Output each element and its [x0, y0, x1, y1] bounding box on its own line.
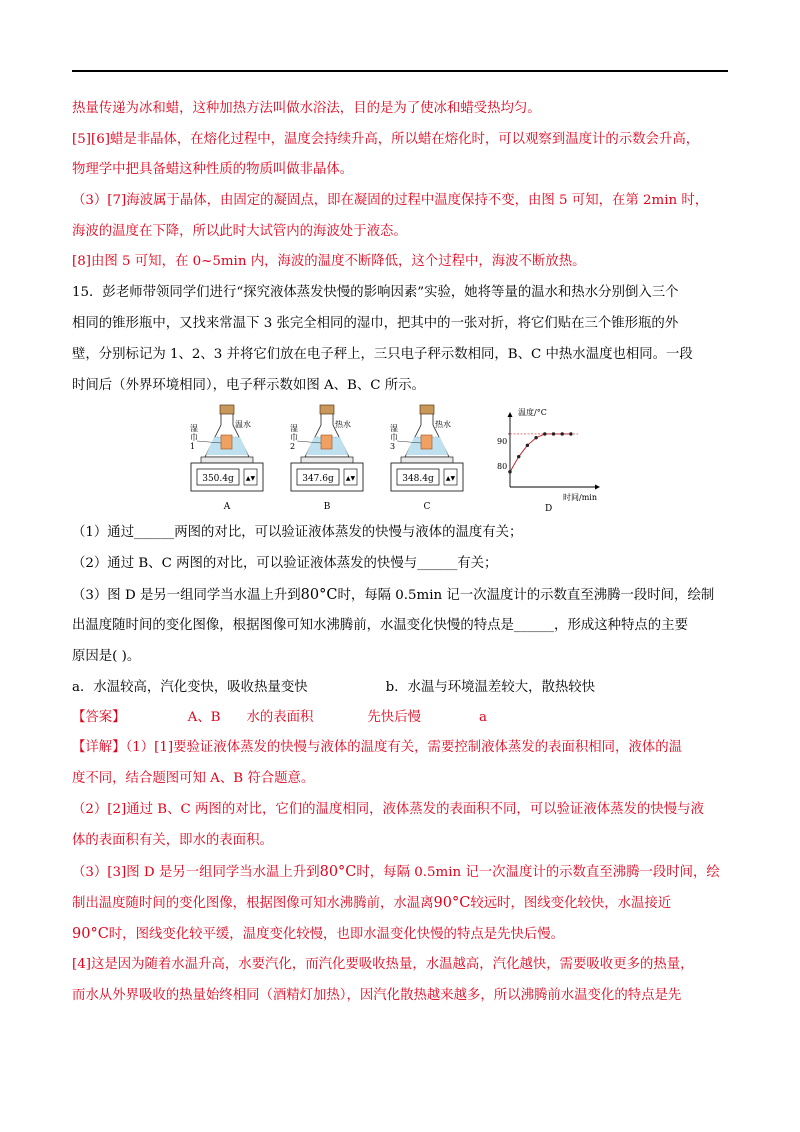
arrow-icons: ▲▼ [245, 475, 256, 482]
scale-reading: 350.4g [202, 474, 234, 484]
question-15-line: 相同的锥形瓶中，又找来常温下 3 张完全相同的湿巾，把其中的一张对折，将它们贴在三个锥形瓶的外 [72, 316, 679, 331]
text-line: 海波的温度在下降，所以此时大试管内的海波处于液态。 [72, 224, 407, 239]
option-a: a．水温较高，汽化变快，吸收热量变快 [72, 680, 308, 695]
detail-line: 体的表面积有关，即水的表面积。 [72, 833, 273, 848]
figure-caption: B [323, 502, 331, 512]
towel-label: 湿 [290, 424, 298, 433]
detail-line [72, 893, 732, 914]
scale-reading: 347.6g [302, 474, 334, 484]
figure-caption: A [223, 502, 231, 512]
question-3-line: 出温度随时间的变化图像，根据图像可知水沸腾前，水温变化快慢的特点是______，形成这种特点的主要 [72, 618, 688, 633]
detail-line: [4]这是因为随着水温升高，水要汽化，而汽化要吸收热量，水温越高，汽化越快，需要吸收更多的热量， [72, 957, 694, 972]
detail-line: 而水从外界吸收的热量始终相同（酒精灯加热），因汽化散热越来越多，所以沸腾前水温变化的特点是先 [72, 988, 682, 1003]
answer-label: 【答案】 [72, 710, 126, 725]
figure-svg [185, 403, 605, 515]
data-point [561, 432, 564, 435]
detail-text: 制出温度随时间的变化图像，根据图像可知水沸腾前，水温离 [72, 896, 434, 911]
question-15-line: 时间后（外界环境相同），电子秤示数如图 A、B、C 所示。 [72, 378, 425, 393]
temp-80: 80°C [319, 864, 357, 880]
water-label: 热水 [435, 420, 451, 429]
graph-caption: D [545, 504, 553, 514]
question-15-line: 15．彭老师带领同学们进行“探究液体蒸发快慢的影响因素”实验，她将等量的温水和热水分别倒入三个 [72, 285, 679, 300]
answer-2: 水的表面积 [246, 710, 314, 725]
data-point [552, 432, 555, 435]
graph-tick-80: 80 [497, 462, 508, 471]
text-line: [5][6]蜡是非晶体，在熔化过程中，温度会持续升高，所以蜡在熔化时，可以观察到温度计的示数会升高， [72, 132, 700, 147]
detail-line: 【详解】（1）[1]要验证液体蒸发的快慢与液体的温度有关，需要控制液体蒸发的表面积相同，液体的温 [72, 740, 682, 755]
text-line: 物理学中把具备蜡这种性质的物质叫做非晶体。 [72, 162, 354, 177]
data-point [508, 470, 511, 473]
text-line: （3）[7]海波属于晶体，由固定的凝固点，即在凝固的过程中温度保持不变，由图 5 可知，在第 2min 时， [72, 193, 709, 208]
q3-text: 时，每隔 0.5min 记一次温度计的示数直至沸腾一段时间，绘制 [337, 588, 715, 603]
graph-ylabel: 温度/°C [518, 408, 547, 417]
graph-xlabel: 时间/min [563, 493, 597, 502]
wet-towel [321, 435, 332, 449]
stopper [220, 405, 234, 414]
towel-label: 湿 [390, 424, 398, 433]
scale-top [301, 457, 353, 463]
question-3-line [72, 585, 732, 606]
experiment-figure [185, 403, 605, 515]
option-b: b．水温与环境温差较大，散热较快 [385, 680, 596, 695]
wet-towel [421, 435, 432, 449]
detail-line: （2）[2]通过 B、C 两图的对比，它们的温度相同，液体蒸发的表面积不同，可以验证液体蒸发的快慢与液 [72, 802, 704, 817]
text-line: 热量传递为冰和蜡，这种加热方法叫做水浴法，目的是为了使冰和蜡受热均匀。 [72, 101, 541, 116]
data-point [517, 455, 520, 458]
detail-line [72, 862, 732, 883]
answer-1: A、B [187, 710, 221, 725]
temperature-curve [510, 434, 571, 472]
towel-label: 湿 [190, 424, 198, 433]
data-point [543, 432, 546, 435]
towel-label: 3 [390, 442, 396, 451]
answer-3: 先快后慢 [367, 710, 421, 725]
towel-label: 巾 [390, 433, 398, 442]
graph-d [497, 407, 600, 514]
water-label: 热水 [335, 420, 351, 429]
data-point [569, 432, 572, 435]
figure-caption: C [423, 502, 431, 512]
scale-reading: 348.4g [402, 474, 434, 484]
header-rule [72, 70, 728, 72]
towel-label: 巾 [290, 433, 298, 442]
question-2: （2）通过 B、C 两图的对比，可以验证液体蒸发的快慢与______有关； [72, 556, 498, 571]
stopper [320, 405, 334, 414]
answer-4: a [478, 710, 487, 725]
wet-towel [221, 435, 232, 449]
flask-scale-B [290, 405, 363, 512]
towel-label: 巾 [190, 433, 198, 442]
question-15-line: 壁，分别标记为 1、2、3 并将它们放在电子秤上，三只电子秤示数相同，B、C 中热水温度也相同。一段 [72, 347, 693, 362]
scale-top [201, 457, 253, 463]
stopper [420, 405, 434, 414]
flask-scale-A [190, 405, 263, 512]
temp-90: 90°C [433, 895, 471, 911]
data-point [526, 444, 529, 447]
graph-x-arrow [595, 485, 600, 490]
towel-label: 2 [290, 442, 296, 451]
arrow-icons: ▲▼ [345, 475, 356, 482]
text-line: [8]由图 5 可知，在 0~5min 内，海波的温度不断降低，这个过程中，海波不断放热。 [72, 254, 586, 269]
temp-90: 90°C [72, 926, 109, 942]
detail-text: 时，每隔 0.5min 记一次温度计的示数直至沸腾一段时间，绘 [356, 865, 720, 880]
temp-80: 80°C [300, 587, 338, 603]
detail-line: 度不同，结合题图可知 A、B 符合题意。 [72, 771, 315, 786]
graph-y-arrow [508, 412, 513, 417]
flask-scale-C [390, 405, 463, 512]
answer-line [72, 708, 732, 728]
detail-text: 较远时，图线变化较快，水温接近 [470, 896, 672, 911]
q3-text: （3）图 D 是另一组同学当水温上升到 [72, 588, 301, 603]
detail-line [72, 924, 732, 945]
data-point [534, 436, 537, 439]
question-3-line: 原因是( )。 [72, 649, 141, 664]
towel-label: 1 [190, 442, 196, 451]
arrow-icons: ▲▼ [445, 475, 456, 482]
detail-text: 时，图线变化较平缓，温度变化较慢，也即水温变化快慢的特点是先快后慢。 [108, 927, 565, 942]
question-1: （1）通过______两图的对比，可以验证液体蒸发的快慢与液体的温度有关； [72, 525, 523, 540]
detail-text: （3）[3]图 D 是另一组同学当水温上升到 [72, 865, 320, 880]
scale-top [401, 457, 453, 463]
graph-tick-90: 90 [497, 437, 508, 446]
options-line [72, 678, 732, 698]
water-label: 温水 [235, 420, 251, 429]
